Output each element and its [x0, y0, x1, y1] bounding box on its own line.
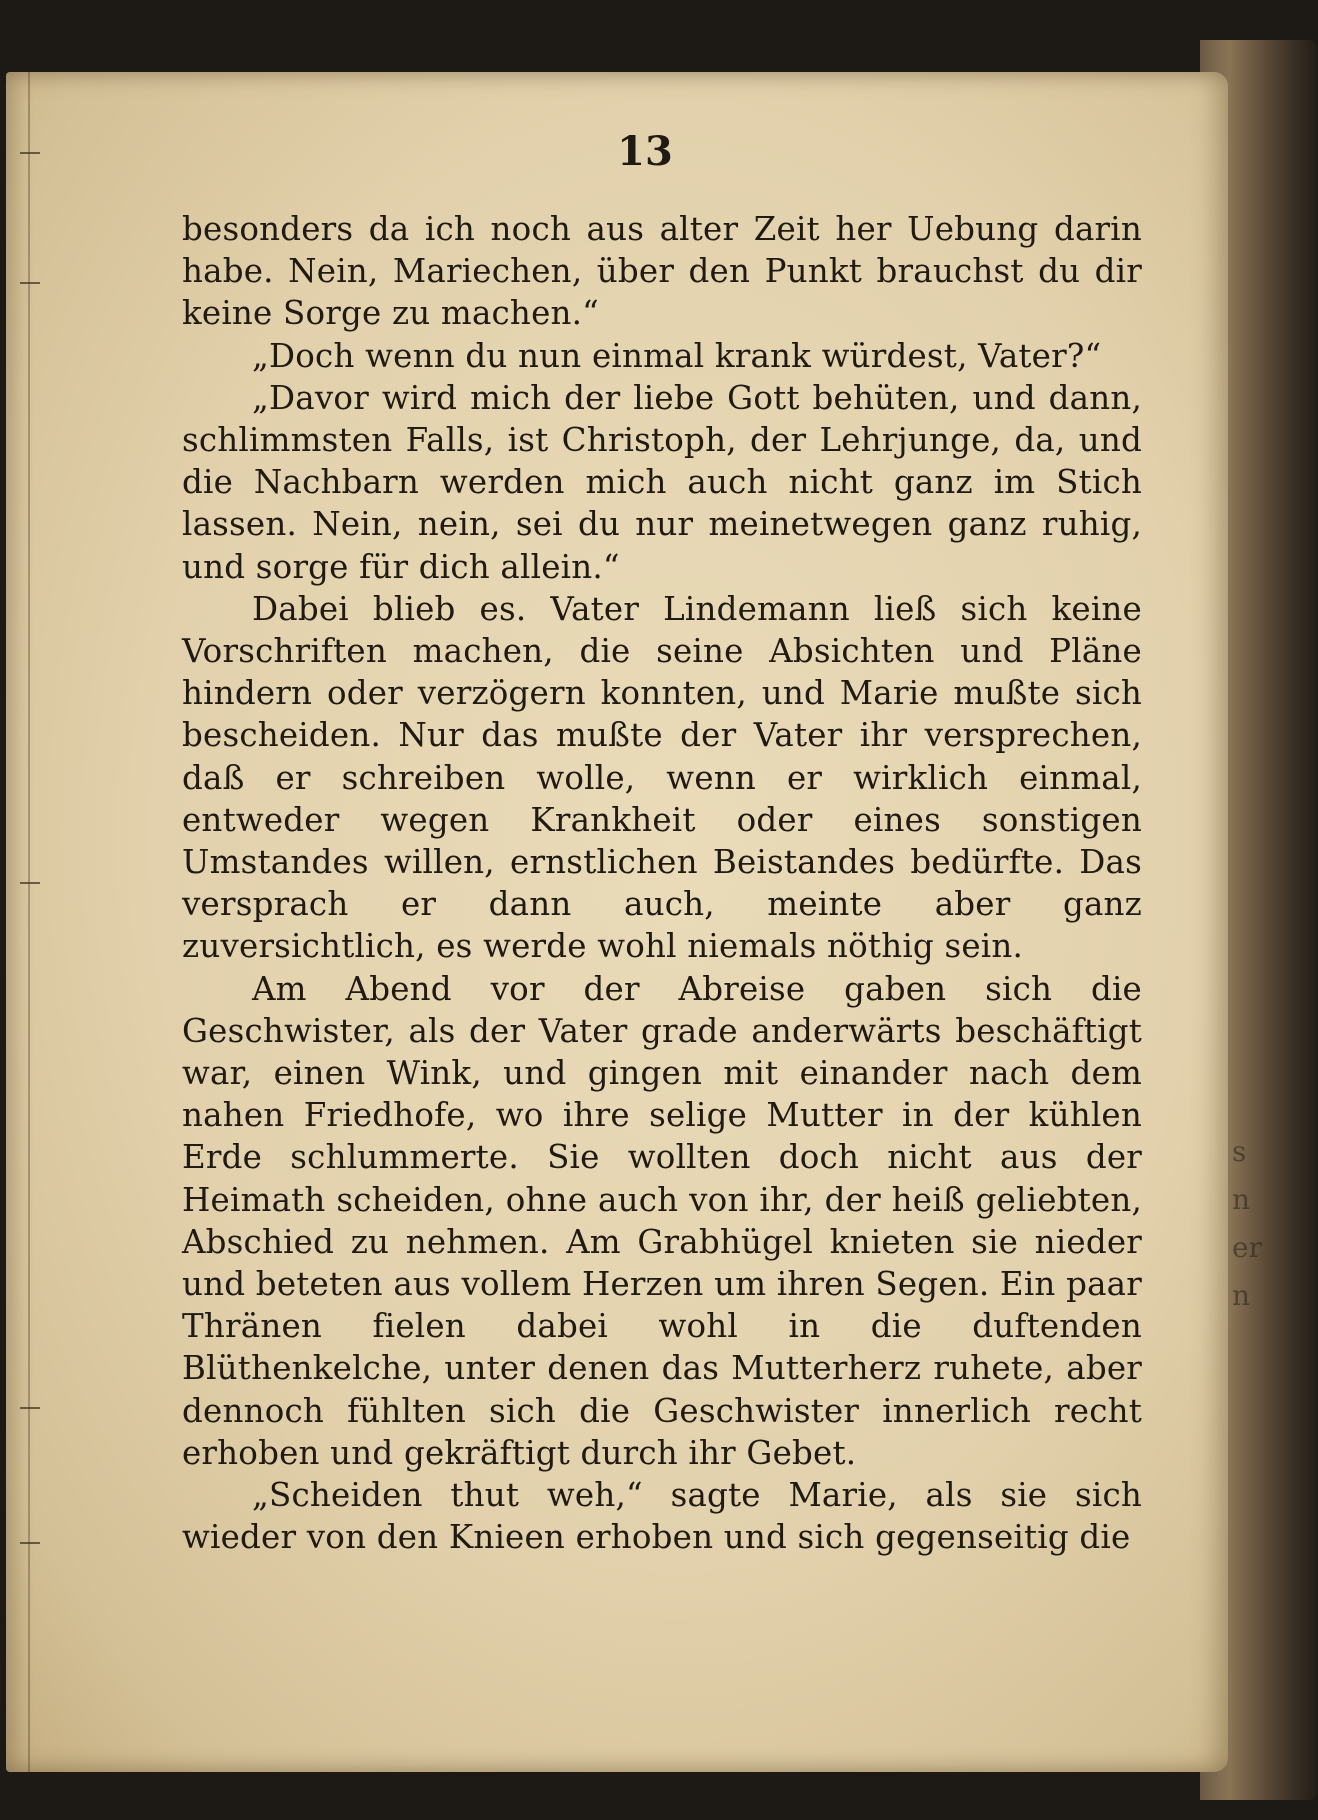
page-number: 13	[617, 128, 673, 175]
edge-text-fragment: s	[1232, 1135, 1247, 1168]
paragraph: besonders da ich noch aus alter Zeit her Uebung darin habe. Nein, Mariechen, über den Punkt brauchst du dir keine Sorge zu machen.“	[182, 210, 1142, 333]
gutter-mark	[20, 282, 40, 284]
gutter-line	[28, 72, 30, 1772]
paragraph: „Scheiden thut weh,“ sagte Marie, als sie sich wieder von den Knieen erhoben und sich gegenseitig die	[182, 1476, 1142, 1557]
paragraph: „Davor wird mich der liebe Gott behüten, und dann, schlimmsten Falls, ist Christoph, der Lehrjunge, da, und die Nachbarn werden mich auch nicht ganz im Stich lassen. Nein, nein, sei du nur meinetwegen ganz ruhig, und sorge für dich allein.“	[182, 378, 1142, 586]
edge-text-fragment: er	[1232, 1231, 1262, 1264]
paragraph: Am Abend vor der Abreise gaben sich die Geschwister, als der Vater grade anderwärts beschäftigt war, einen Wink, und gingen mit einander nach dem nahen Friedhofe, wo ihre selige Mutter in der kühlen Erde schlummerte. Sie wollten doch nicht aus der Heimath scheiden, ohne auch von ihr, der heiß geliebten, Abschied zu nehmen. Am Grabhügel knieten sie nieder und beteten aus vollem Herzen um ihren Segen. Ein paar Thränen fielen dabei wohl in die duftenden Blüthenkelche, unter denen das Mutterherz ruhete, aber dennoch fühlten sich die Geschwister innerlich recht erhoben und gekräftigt durch ihr Gebet.	[182, 969, 1142, 1472]
gutter-mark	[20, 882, 40, 884]
edge-text-fragment: n	[1232, 1183, 1251, 1216]
gutter-mark	[20, 1407, 40, 1409]
paragraph: „Doch wenn du nun einmal krank würdest, Vater?“	[252, 336, 1102, 375]
gutter-mark	[20, 1542, 40, 1544]
edge-text-fragment: n	[1232, 1279, 1251, 1312]
paragraph: Dabei blieb es. Vater Lindemann ließ sich keine Vorschriften machen, die seine Absichten und Pläne hindern oder verzögern konnten, und Marie mußte sich bescheiden. Nur das mußte der Vater ihr versprechen, daß er schreiben wolle, wenn er wirklich einmal, entweder wegen Krankheit oder eines sonstigen Umstandes willen, ernstlichen Beistandes bedürfte. Das versprach er dann auch, meinte aber ganz zuversichtlich, es werde wohl niemals nöthig sein.	[182, 589, 1142, 966]
body-text	[182, 208, 1142, 1559]
